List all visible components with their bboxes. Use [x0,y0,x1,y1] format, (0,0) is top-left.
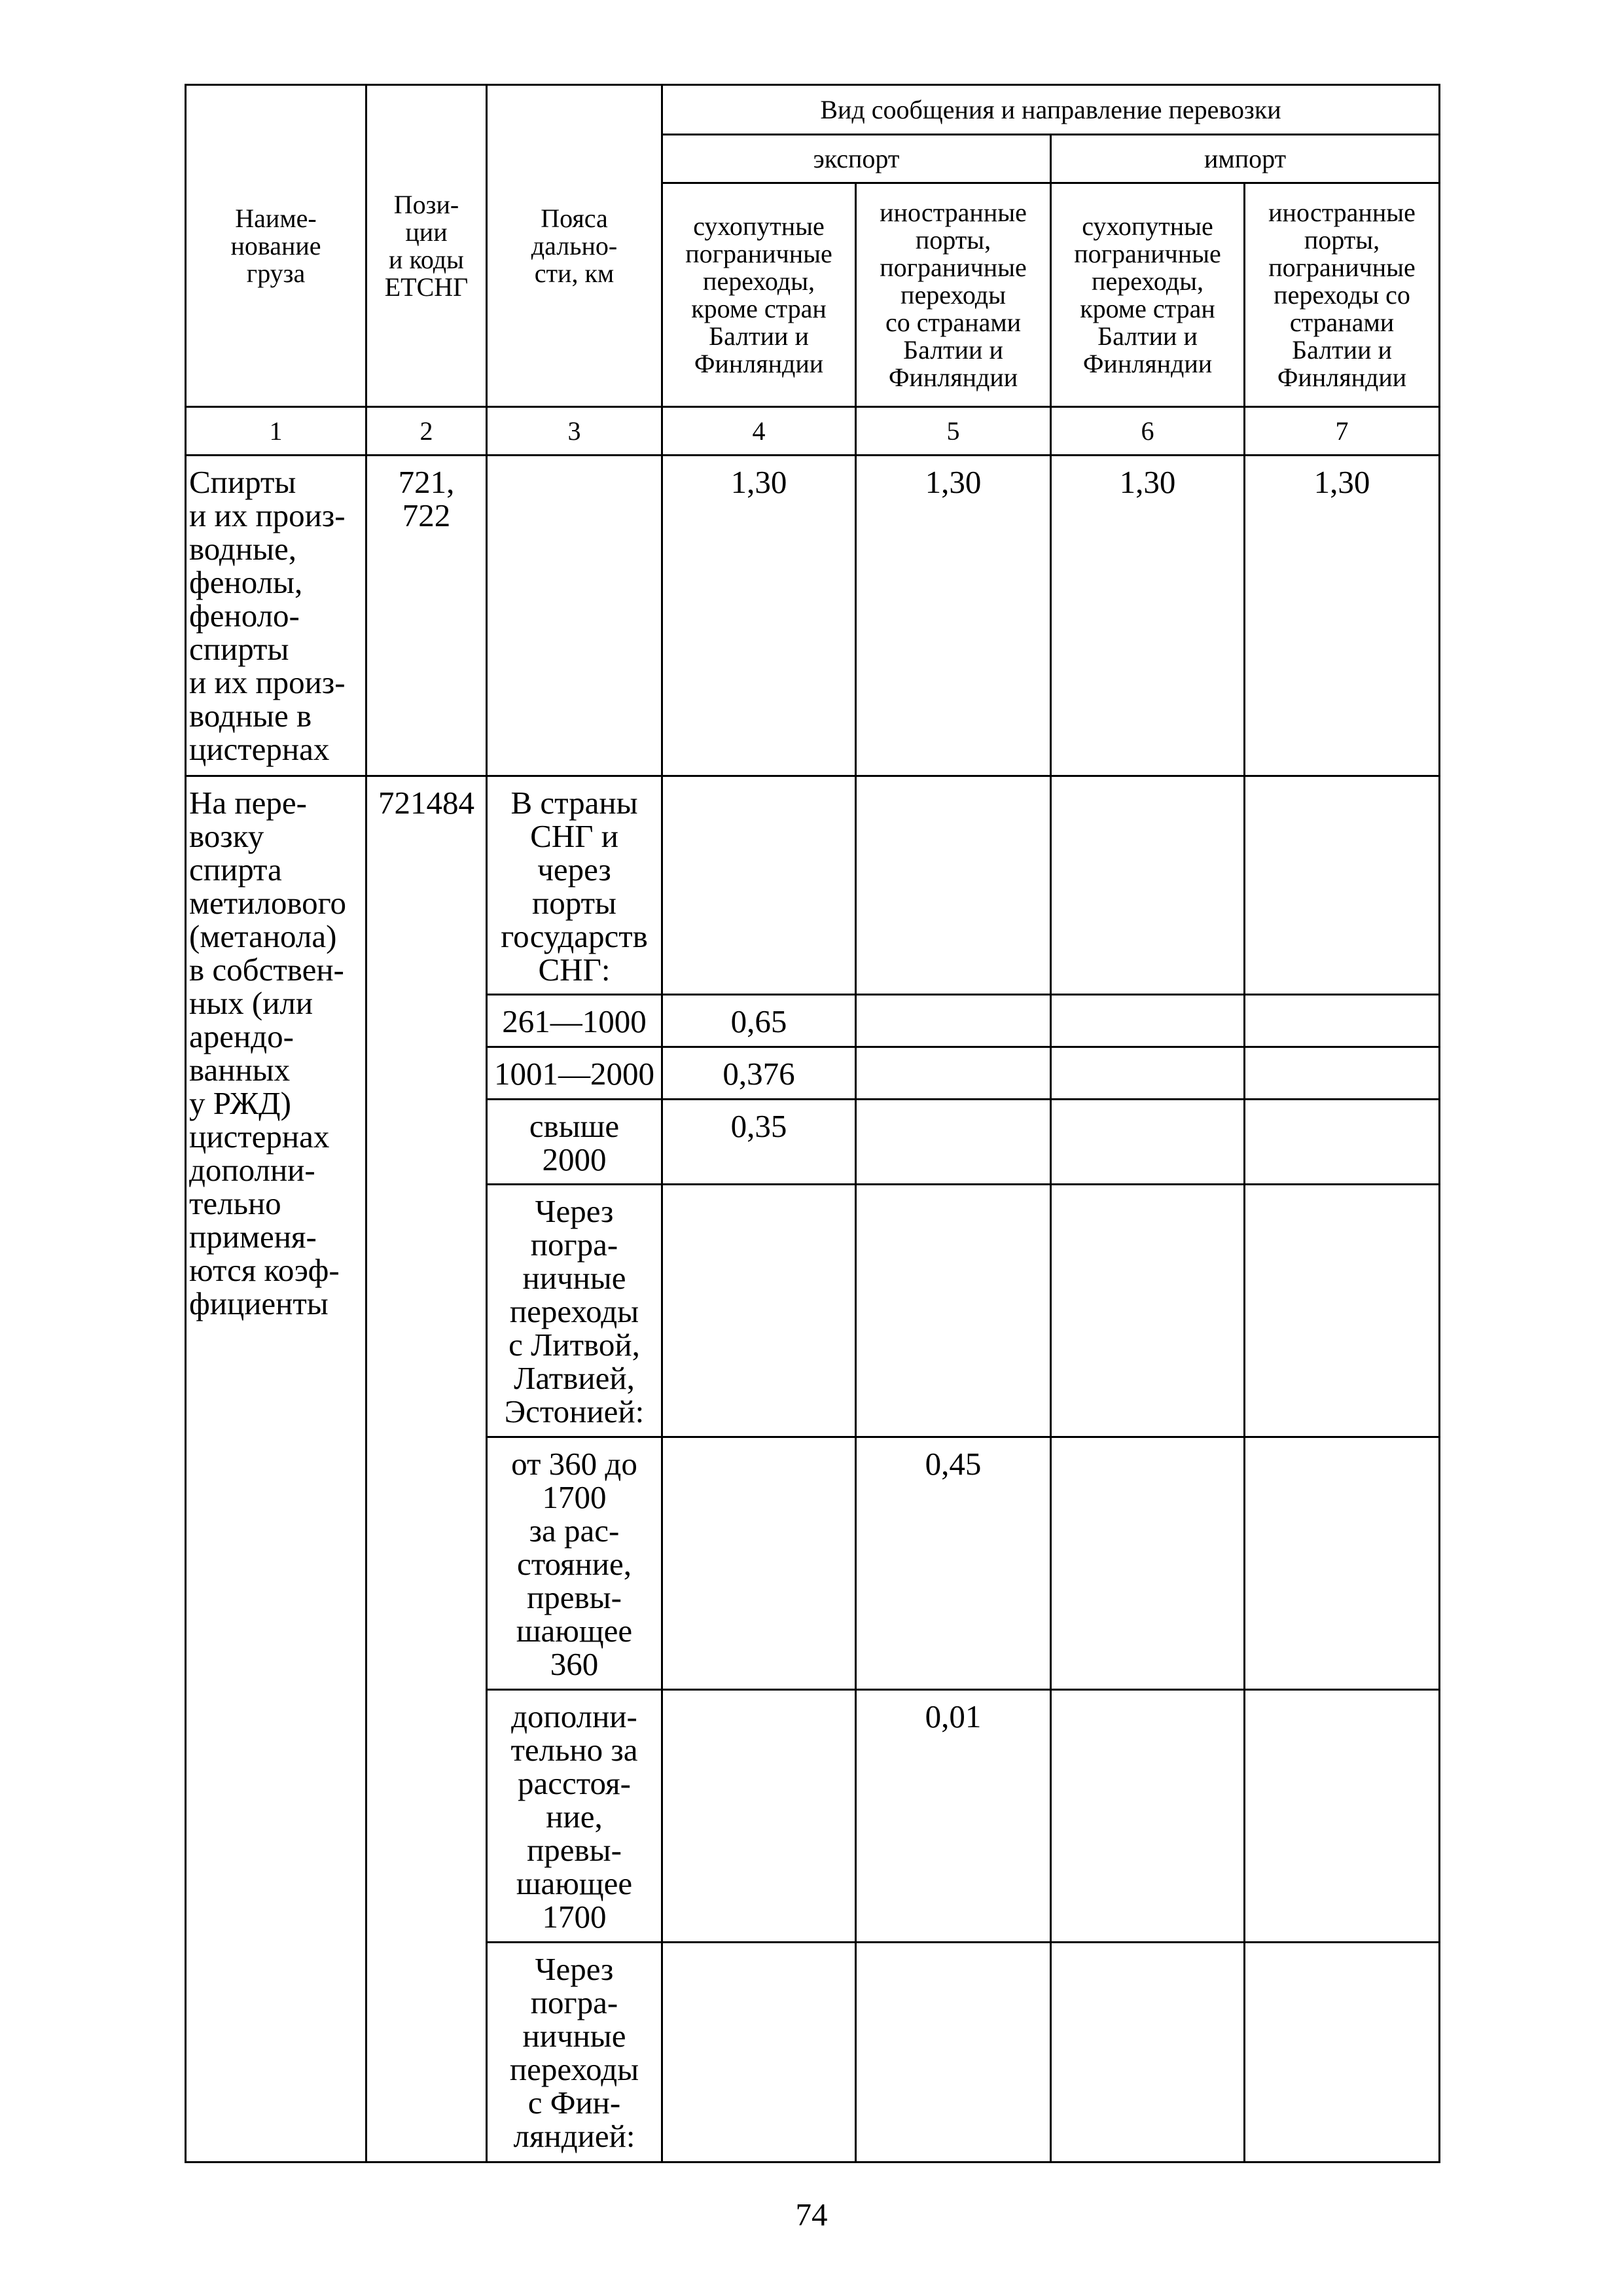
column-number-6: 6 [1051,407,1245,456]
value-cell-col5: 0,01 [856,1690,1051,1943]
column-number-3: 3 [487,407,662,456]
value-cell-col4 [662,1437,856,1690]
tariff-coefficients-table [185,84,1440,2163]
value-cell-col6 [1051,1047,1245,1100]
zone-cell: дополни- тельно за расстоя- ние, превы- шающее 1700 [487,1690,662,1943]
header-import-foreign-ports: иностранные порты, пограничные переходы со странами Балтии и Финляндии [1245,183,1440,407]
zone-cell: 1001—2000 [487,1047,662,1100]
zone-cell: от 360 до 1700 за рас- стояние, превы- шающее 360 [487,1437,662,1690]
value-cell-col6 [1051,1437,1245,1690]
column-number-5: 5 [856,407,1051,456]
value-cell-col4: 1,30 [662,456,856,776]
zone-cell: Через погра- ничные переходы с Фин- ляндией: [487,1943,662,2162]
value-cell-col7 [1245,1047,1440,1100]
codes-cell: 721484 [366,776,487,2162]
cargo-name-cell: Спирты и их произ- водные, фенолы, феноло- спирты и их произ- водные в цистернах [186,456,366,776]
cargo-name-cell: На пере- возку спирта метилового (метанола) в собствен- ных (или арендо- ванных у РЖД) цистернах дополни- тельно применя- ются коэф- фициенты [186,776,366,2162]
value-cell-col7 [1245,1437,1440,1690]
value-cell-col4 [662,1943,856,2162]
value-cell-col7 [1245,1943,1440,2162]
value-cell-col6 [1051,1943,1245,2162]
value-cell-col4: 0,65 [662,995,856,1047]
header-import-land-crossings: сухопутные пограничные переходы, кроме стран Балтии и Финляндии [1051,183,1245,407]
value-cell-col5 [856,1100,1051,1185]
page-number: 74 [795,2197,828,2233]
value-cell-col7 [1245,1690,1440,1943]
value-cell-col6 [1051,776,1245,995]
column-number-2: 2 [366,407,487,456]
value-cell-col4 [662,1185,856,1437]
value-cell-col5: 0,45 [856,1437,1051,1690]
zone-cell: 261—1000 [487,995,662,1047]
header-codes: Пози- ции и коды ЕТСНГ [366,85,487,407]
table-row [186,456,1440,776]
header-export-land-crossings: сухопутные пограничные переходы, кроме стран Балтии и Финляндии [662,183,856,407]
codes-cell: 721, 722 [366,456,487,776]
value-cell-col4 [662,776,856,995]
column-number-7: 7 [1245,407,1440,456]
column-numbers-row [186,407,1440,456]
value-cell-col7 [1245,1185,1440,1437]
value-cell-col7: 1,30 [1245,456,1440,776]
column-number-4: 4 [662,407,856,456]
value-cell-col4: 0,376 [662,1047,856,1100]
value-cell-col6 [1051,1185,1245,1437]
value-cell-col4: 0,35 [662,1100,856,1185]
value-cell-col5 [856,995,1051,1047]
header-cargo-name: Наиме- нование груза [186,85,366,407]
column-number-1: 1 [186,407,366,456]
value-cell-col5 [856,1185,1051,1437]
header-import: импорт [1051,135,1440,183]
value-cell-col7 [1245,995,1440,1047]
header-row-1 [186,85,1440,135]
header-export: экспорт [662,135,1051,183]
value-cell-col6 [1051,1100,1245,1185]
table-row [186,776,1440,995]
header-transport-type: Вид сообщения и направление перевозки [662,85,1440,135]
value-cell-col6 [1051,995,1245,1047]
zone-cell [487,456,662,776]
value-cell-col6: 1,30 [1051,456,1245,776]
value-cell-col6 [1051,1690,1245,1943]
header-distance-zones: Пояса дально- сти, км [487,85,662,407]
zone-cell: Через погра- ничные переходы с Литвой, Латвией, Эстонией: [487,1185,662,1437]
header-export-foreign-ports: иностранные порты, пограничные переходы со странами Балтии и Финляндии [856,183,1051,407]
zone-cell: В страны СНГ и через порты государств СНГ: [487,776,662,995]
value-cell-col5: 1,30 [856,456,1051,776]
value-cell-col5 [856,776,1051,995]
value-cell-col7 [1245,776,1440,995]
value-cell-col5 [856,1943,1051,2162]
value-cell-col5 [856,1047,1051,1100]
value-cell-col4 [662,1690,856,1943]
value-cell-col7 [1245,1100,1440,1185]
zone-cell: свыше 2000 [487,1100,662,1185]
